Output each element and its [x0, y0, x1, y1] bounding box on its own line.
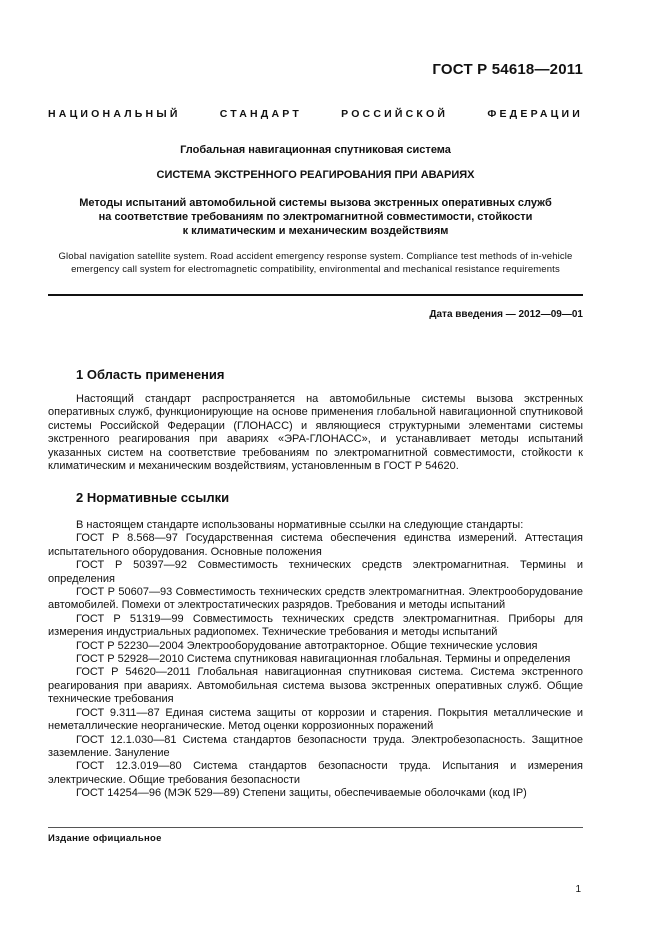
system-title: Глобальная навигационная спутниковая система	[180, 144, 451, 156]
reference-item: ГОСТ Р 52230—2004 Электрооборудование автотракторное. Общие технические условия	[76, 639, 538, 652]
reference-item: ГОСТ Р 52928—2010 Система спутниковая навигационная глобальная. Термины и определения	[76, 653, 571, 666]
methods-title-line-2: на соответствие требованиям по электромагнитной совместимости, стойкости	[98, 211, 533, 223]
english-title	[48, 250, 583, 276]
reference-item: ГОСТ Р 54620—2011 Глобальная навигационная спутниковая система. Система экстренного реагирования при авариях. Автомобильная система вызова экстренных оперативных служб. Общие технические требования	[48, 666, 583, 706]
methods-title-line-3: к климатическим и механическим воздействиям	[182, 225, 449, 237]
introduction-date: Дата введения — 2012—09—01	[429, 309, 583, 320]
gost-number: ГОСТ Р 54618—2011	[432, 61, 583, 78]
main-title: СИСТЕМА ЭКСТРЕННОГО РЕАГИРОВАНИЯ ПРИ АВАРИЯХ	[156, 169, 475, 181]
references-intro: В настоящем стандарте использованы нормативные ссылки на следующие стандарты:	[76, 519, 524, 531]
methods-title	[48, 196, 583, 238]
methods-title-line-1: Методы испытаний автомобильной системы вызова экстренных оперативных служб	[79, 197, 552, 209]
page-number: 1	[575, 884, 581, 895]
english-title-line-2: emergency call system for electromagnetic compatibility, environmental and mechanical resistance requirements	[71, 264, 560, 275]
reference-item: ГОСТ 9.311—87 Единая система защиты от коррозии и старения. Покрытия металлические и неметаллические неорганические. Метод оценки коррозионных поражений	[48, 706, 583, 733]
reference-item: ГОСТ 12.3.019—80 Система стандартов безопасности труда. Испытания и измерения электрические. Общие требования безопасности	[48, 760, 583, 786]
normative-references	[48, 519, 583, 801]
title-divider	[48, 294, 583, 296]
section-1-heading: 1 Область применения	[76, 367, 225, 382]
reference-item: ГОСТ Р 50397—92 Совместимость технических средств электромагнитная. Термины и определения	[48, 559, 583, 585]
reference-item: ГОСТ Р 8.568—97 Государственная система обеспечения единства измерений. Аттестация испытательного оборудования. Основные положения	[48, 532, 583, 558]
section-2-heading: 2 Нормативные ссылки	[76, 490, 230, 505]
reference-item: ГОСТ Р 51319—99 Совместимость технических средств электромагнитная. Приборы для измерения индустриальных радиопомех. Технические требования и методы испытаний	[48, 612, 583, 639]
reference-item: ГОСТ Р 50607—93 Совместимость технических средств электромагнитная. Электрооборудование автомобилей. Помехи от электростатических разрядов. Требования и методы испытаний	[48, 586, 583, 612]
national-standard-banner: НАЦИОНАЛЬНЫЙ СТАНДАРТ РОССИЙСКОЙ ФЕДЕРАЦИИ	[48, 108, 583, 120]
english-title-line-1: Global navigation satellite system. Road accident emergency response system. Compliance test methods of in-vehicle	[58, 251, 573, 262]
reference-item: ГОСТ 14254—96 (МЭК 529—89) Степени защиты, обеспечиваемые оболочками (код IP)	[76, 787, 527, 800]
footer-divider	[48, 827, 583, 828]
reference-item: ГОСТ 12.1.030—81 Система стандартов безопасности труда. Электробезопасность. Защитное заземление. Зануление	[48, 733, 583, 759]
official-edition-label: Издание официальное	[48, 833, 162, 844]
section-1-text: Настоящий стандарт распространяется на автомобильные системы вызова экстренных оперативных служб, функционирующие на основе применения глобальной навигационной спутниковой системы Российской Федерации (ГЛОНАСС) и являющиеся структурными элементами системы экстренного реагирования при авариях «ЭРА-ГЛОНАСС», и устанавливает методы испытаний указанных систем на соответствие требованиям по электромагнитной совместимости, стойкости к климатическим и механическим воздействиям, установленным в ГОСТ Р 54620.	[48, 393, 583, 473]
